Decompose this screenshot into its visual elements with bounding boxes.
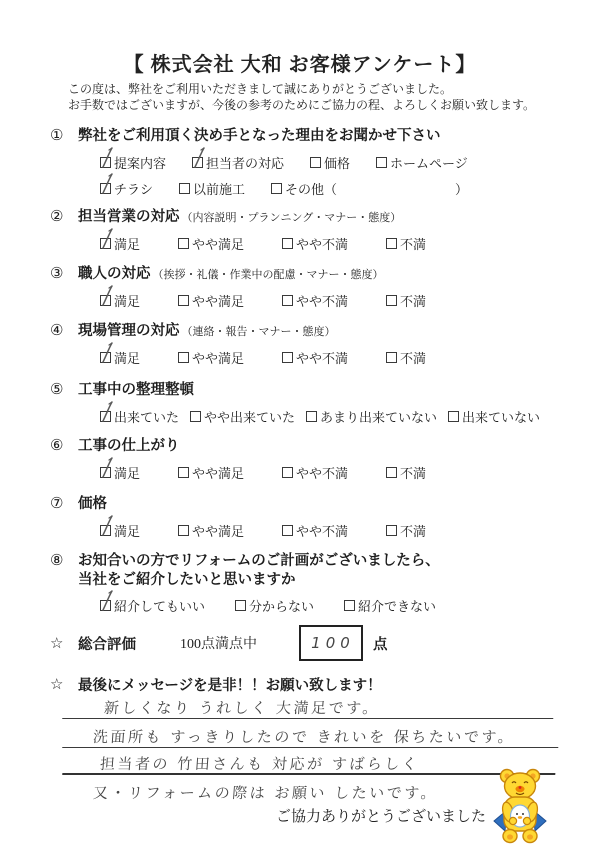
question-note: （挨拶・礼儀・作業中の配慮・マナー・態度） bbox=[152, 269, 384, 281]
empty-checkbox[interactable] bbox=[178, 295, 189, 306]
overall-rating-row bbox=[50, 622, 388, 664]
empty-checkbox[interactable] bbox=[178, 352, 189, 363]
checkbox-option[interactable] bbox=[235, 596, 314, 615]
options-row bbox=[50, 521, 584, 540]
empty-checkbox[interactable] bbox=[282, 295, 293, 306]
question-heading bbox=[50, 495, 584, 514]
question-title-wrap bbox=[78, 381, 194, 400]
question-heading bbox=[50, 265, 584, 284]
checkbox-option[interactable] bbox=[376, 153, 468, 172]
question-heading bbox=[50, 127, 584, 146]
empty-checkbox[interactable] bbox=[386, 295, 397, 306]
question-title-wrap bbox=[78, 495, 107, 514]
option-label: やや不満 bbox=[296, 523, 349, 539]
question-number: ⑦ bbox=[50, 496, 64, 512]
handwritten-message-line: 又・リフォームの際は お願い したいです。 bbox=[92, 784, 439, 802]
checkbox-option[interactable] bbox=[178, 521, 244, 540]
options-row bbox=[50, 153, 584, 172]
empty-checkbox[interactable] bbox=[306, 411, 317, 422]
question-title: 職人の対応 bbox=[78, 266, 151, 282]
question-number: ④ bbox=[50, 323, 64, 339]
question-heading bbox=[50, 381, 584, 400]
checkbox-option[interactable] bbox=[178, 234, 244, 253]
question-title: 価格 bbox=[78, 496, 107, 512]
handwritten-check-icon bbox=[98, 456, 116, 480]
option-label: やや不満 bbox=[296, 465, 349, 481]
checked-checkbox[interactable] bbox=[100, 183, 111, 194]
options-row bbox=[50, 234, 584, 253]
option-label: 満足 bbox=[114, 350, 141, 366]
checkbox-option[interactable] bbox=[100, 521, 140, 540]
handwritten-check-icon bbox=[98, 146, 116, 170]
option-label: やや不満 bbox=[296, 293, 349, 309]
option-label: 紹介してもいい bbox=[114, 599, 206, 614]
checkbox-option[interactable] bbox=[386, 463, 426, 482]
option-label: 満足 bbox=[114, 523, 141, 539]
handwritten-check-icon bbox=[98, 400, 116, 424]
option-label: 不満 bbox=[400, 236, 427, 252]
option-label: 満足 bbox=[114, 236, 141, 252]
checkbox-option[interactable] bbox=[178, 348, 244, 367]
options-row bbox=[50, 596, 584, 615]
question-title-wrap bbox=[78, 208, 401, 227]
question-title: お知合いの方でリフォームのご計画がございましたら、 bbox=[78, 553, 440, 569]
checked-checkbox[interactable] bbox=[100, 525, 111, 536]
option-label: やや満足 bbox=[192, 236, 245, 252]
handwritten-check-icon bbox=[98, 341, 116, 365]
checked-checkbox[interactable] bbox=[100, 295, 111, 306]
question-title-wrap bbox=[78, 127, 441, 146]
empty-checkbox[interactable] bbox=[376, 157, 387, 168]
empty-checkbox[interactable] bbox=[386, 352, 397, 363]
question-number: ⑤ bbox=[50, 382, 64, 398]
checkbox-option[interactable] bbox=[100, 463, 140, 482]
checkbox-option[interactable] bbox=[100, 153, 166, 172]
message-section-heading bbox=[50, 674, 382, 695]
empty-checkbox[interactable] bbox=[310, 157, 321, 168]
option-label: 価格 bbox=[324, 155, 351, 171]
question-heading bbox=[50, 322, 584, 341]
handwritten-check-icon bbox=[98, 589, 116, 613]
empty-checkbox[interactable] bbox=[282, 525, 293, 536]
option-label: 不満 bbox=[400, 350, 427, 366]
page-title: 【 株式会社 大和 お客様アンケート】 bbox=[123, 54, 477, 76]
question-heading bbox=[50, 552, 584, 589]
question-title: 工事の仕上がり bbox=[78, 438, 180, 454]
option-label: 不満 bbox=[400, 465, 427, 481]
checkbox-option[interactable] bbox=[386, 521, 426, 540]
empty-checkbox[interactable] bbox=[178, 238, 189, 249]
question-block bbox=[50, 381, 584, 426]
empty-checkbox[interactable] bbox=[271, 183, 282, 194]
empty-checkbox[interactable] bbox=[190, 411, 201, 422]
options-row bbox=[50, 407, 584, 426]
checkbox-option[interactable] bbox=[282, 234, 348, 253]
question-title: 現場管理の対応 bbox=[78, 323, 180, 339]
checkbox-option[interactable] bbox=[100, 596, 205, 615]
intro-text bbox=[68, 82, 535, 113]
star-icon: ☆ bbox=[50, 677, 64, 693]
checked-checkbox[interactable] bbox=[100, 157, 111, 168]
score-box[interactable] bbox=[299, 625, 363, 661]
option-label: 出来ていた bbox=[114, 409, 180, 425]
checkbox-option[interactable] bbox=[282, 463, 348, 482]
handwritten-check-icon bbox=[98, 172, 116, 196]
handwritten-message-line: 洗面所も すっきりしたので きれいを 保ちたいです。 bbox=[62, 726, 560, 748]
question-block bbox=[50, 265, 584, 310]
question-title-wrap bbox=[78, 265, 384, 284]
question-block bbox=[50, 322, 584, 367]
empty-checkbox[interactable] bbox=[386, 467, 397, 478]
bear-mascot-icon bbox=[492, 767, 548, 845]
checked-checkbox[interactable] bbox=[100, 411, 111, 422]
question-block bbox=[50, 552, 584, 615]
checkbox-option[interactable] bbox=[310, 153, 350, 172]
question-heading bbox=[50, 208, 584, 227]
checkbox-option[interactable] bbox=[100, 179, 153, 198]
question-note: （内容説明・プランニング・マナー・態度） bbox=[181, 212, 402, 224]
question-block bbox=[50, 437, 584, 482]
option-label: やや満足 bbox=[192, 350, 245, 366]
option-label: やや不満 bbox=[296, 236, 349, 252]
checkbox-option[interactable] bbox=[282, 521, 348, 540]
question-block bbox=[50, 495, 584, 540]
option-label: 出来ていない bbox=[462, 409, 541, 425]
score-unit-label: 点 bbox=[373, 636, 388, 653]
checkbox-option[interactable] bbox=[282, 291, 348, 310]
checkbox-option[interactable] bbox=[100, 407, 179, 426]
checkbox-option[interactable] bbox=[178, 463, 244, 482]
question-number: ③ bbox=[50, 266, 64, 282]
option-label: チラシ bbox=[114, 181, 154, 197]
option-label: 提案内容 bbox=[114, 155, 167, 171]
question-number: ② bbox=[50, 209, 64, 225]
option-label-tail: ） bbox=[455, 181, 469, 197]
empty-checkbox[interactable] bbox=[282, 352, 293, 363]
question-title: 弊社をご利用頂く決め手となった理由をお聞かせ下さい bbox=[78, 128, 441, 144]
thanks-text: ご協力ありがとうございました bbox=[276, 809, 487, 825]
empty-checkbox[interactable] bbox=[178, 525, 189, 536]
empty-checkbox[interactable] bbox=[344, 600, 355, 611]
option-label: 不満 bbox=[400, 523, 427, 539]
empty-checkbox[interactable] bbox=[386, 238, 397, 249]
handwritten-check-icon bbox=[98, 514, 116, 538]
empty-checkbox[interactable] bbox=[235, 600, 246, 611]
question-number: ⑥ bbox=[50, 438, 64, 454]
question-title-line2: 当社をご紹介したいと思いますか bbox=[78, 571, 296, 588]
checkbox-option[interactable] bbox=[190, 407, 295, 426]
question-block bbox=[50, 127, 584, 198]
checked-checkbox[interactable] bbox=[100, 600, 111, 611]
option-label: その他（ bbox=[285, 181, 338, 197]
intro-line-2: お手数ではございますが、今後の参考のためにご協力の程、よろしくお願い致します。 bbox=[68, 97, 536, 112]
checkbox-option[interactable] bbox=[179, 179, 245, 198]
checkbox-option[interactable] bbox=[192, 153, 284, 172]
question-heading bbox=[50, 437, 584, 456]
handwritten-check-icon bbox=[98, 284, 116, 308]
option-label: やや満足 bbox=[192, 523, 245, 539]
option-label: あまり出来ていない bbox=[320, 409, 438, 425]
option-label: やや不満 bbox=[296, 350, 349, 366]
checked-checkbox[interactable] bbox=[192, 157, 203, 168]
intro-line-1: この度は、弊社をご利用いただきまして誠にありがとうございました。 bbox=[68, 82, 453, 96]
question-title-wrap bbox=[78, 552, 440, 589]
empty-checkbox[interactable] bbox=[282, 238, 293, 249]
option-label: 紹介できない bbox=[358, 599, 437, 614]
handwritten-message-line: 新しくなり うれしく 大満足です。 bbox=[62, 697, 555, 719]
score-value: 100 bbox=[311, 634, 355, 652]
checkbox-option[interactable] bbox=[386, 291, 426, 310]
option-label: 満足 bbox=[114, 465, 141, 481]
checkbox-option[interactable] bbox=[178, 291, 244, 310]
empty-checkbox[interactable] bbox=[386, 525, 397, 536]
question-title: 担当営業の対応 bbox=[78, 209, 180, 225]
option-label: ホームページ bbox=[390, 155, 468, 171]
options-row bbox=[50, 291, 584, 310]
checkbox-option[interactable] bbox=[448, 407, 540, 426]
star-icon: ☆ bbox=[50, 635, 64, 652]
checkbox-option[interactable] bbox=[271, 179, 468, 198]
handwritten-check-icon bbox=[190, 146, 208, 170]
checked-checkbox[interactable] bbox=[100, 467, 111, 478]
question-title-wrap bbox=[78, 322, 336, 341]
handwritten-check-icon bbox=[98, 227, 116, 251]
question-title-wrap bbox=[78, 437, 180, 456]
checkbox-option[interactable] bbox=[306, 407, 437, 426]
option-label: やや満足 bbox=[192, 293, 245, 309]
option-label: 担当者の対応 bbox=[206, 155, 285, 171]
handwritten-message-line: 担当者の 竹田さんも 対応が すばらしく bbox=[62, 753, 557, 775]
options-row bbox=[50, 463, 584, 482]
checkbox-option[interactable] bbox=[344, 596, 436, 615]
question-number: ① bbox=[50, 128, 64, 144]
checkbox-option[interactable] bbox=[100, 234, 140, 253]
checked-checkbox[interactable] bbox=[100, 352, 111, 363]
overall-rating-label: 総合評価 bbox=[78, 636, 136, 653]
option-label: 不満 bbox=[400, 293, 427, 309]
option-label: 分からない bbox=[249, 599, 315, 614]
empty-checkbox[interactable] bbox=[178, 467, 189, 478]
question-note: （連絡・報告・マナー・態度） bbox=[181, 326, 336, 338]
empty-checkbox[interactable] bbox=[179, 183, 190, 194]
option-label: やや出来ていた bbox=[204, 409, 296, 425]
message-heading-label: 最後にメッセージを是非！！お願い致します！ bbox=[78, 678, 382, 694]
options-row bbox=[50, 348, 584, 367]
question-number: ⑧ bbox=[50, 553, 64, 569]
options-row bbox=[50, 179, 584, 198]
empty-checkbox[interactable] bbox=[282, 467, 293, 478]
option-label: やや満足 bbox=[192, 465, 245, 481]
question-block bbox=[50, 208, 584, 253]
overall-scale-label: 100点満点中 bbox=[180, 637, 257, 652]
checkbox-option[interactable] bbox=[386, 234, 426, 253]
checkbox-option[interactable] bbox=[100, 348, 140, 367]
checked-checkbox[interactable] bbox=[100, 238, 111, 249]
checkbox-option[interactable] bbox=[100, 291, 140, 310]
checkbox-option[interactable] bbox=[282, 348, 348, 367]
checkbox-option[interactable] bbox=[386, 348, 426, 367]
option-label: 以前施工 bbox=[193, 181, 246, 197]
question-title: 工事中の整理整頓 bbox=[78, 382, 194, 398]
empty-checkbox[interactable] bbox=[448, 411, 459, 422]
option-label: 満足 bbox=[114, 293, 141, 309]
